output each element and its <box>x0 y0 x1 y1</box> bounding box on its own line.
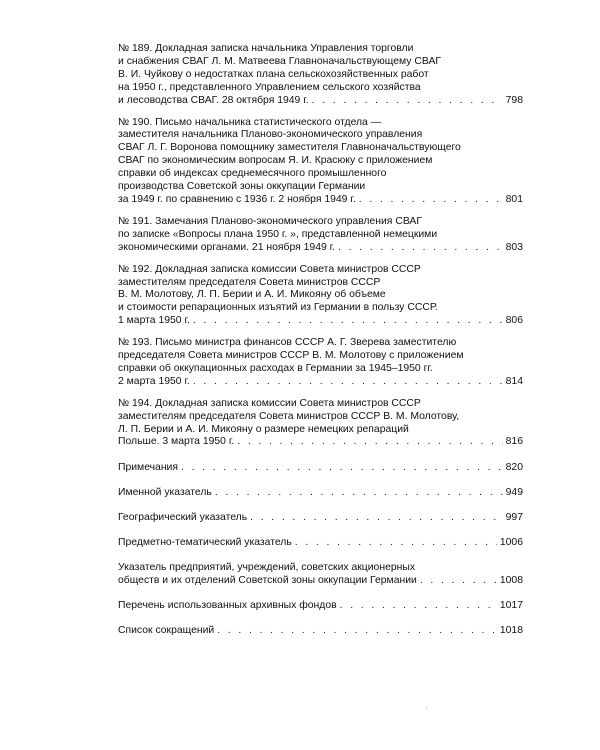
entry-title-tail: и лесоводства СВАГ. 28 октября 1949 г. <box>118 94 309 106</box>
entry-last-line <box>118 315 523 328</box>
entry-title-tail: Польше. 3 марта 1950 г. <box>118 436 235 448</box>
entry-last-line <box>118 600 523 613</box>
entry-title-tail: Примечания <box>118 462 178 474</box>
page-number: 814 <box>505 375 523 387</box>
entry-title-tail: за 1949 г. по сравнению с 1936 г. 2 ноября 1949 г. <box>118 193 356 205</box>
page-number: 820 <box>505 462 523 474</box>
entry-text-line: справки об оккупационных расходах в Германии за 1945–1950 гг. <box>118 362 433 374</box>
page-number: 806 <box>505 315 523 327</box>
entry-last-line <box>118 376 523 389</box>
entry-text-line: справки об индексах среднемесячного промышленного <box>118 168 387 180</box>
table-of-contents <box>118 43 523 650</box>
entry-title-tail: Географический указатель <box>118 512 248 524</box>
page-number: 798 <box>505 94 523 106</box>
entry-title-tail: Перечень использованных архивных фондов <box>118 599 337 611</box>
entry-last-line <box>118 537 523 550</box>
entry-text-line: № 194. Докладная записка комиссии Совета министров СССР <box>118 397 421 409</box>
toc-document-entry[interactable] <box>118 398 523 450</box>
entry-text-line: и стоимости репарационных изъятий из Германии в пользу СССР. <box>118 302 438 314</box>
entry-text-line: по записке «Вопросы плана 1950 г. », представленной немецкими <box>118 228 438 240</box>
entry-text-line: № 189. Докладная записка начальника Управления торговли <box>118 43 414 54</box>
entry-last-line <box>118 625 523 638</box>
dot-leader <box>217 625 497 638</box>
toc-section-entry[interactable] <box>118 462 523 475</box>
entry-title-tail: Именной указатель <box>118 487 212 499</box>
entry-text-line: Л. П. Берии и А. И. Микояну о размере немецких репараций <box>118 423 409 435</box>
entry-last-line <box>118 242 523 255</box>
page-number: 1006 <box>499 537 523 549</box>
page-number: 801 <box>505 193 523 205</box>
dot-leader <box>338 242 503 255</box>
entry-text-line: заместителям председателя Совета министров СССР <box>118 276 381 288</box>
toc-document-entry[interactable] <box>118 337 523 389</box>
dot-leader <box>181 462 503 475</box>
page-number: 803 <box>505 241 523 253</box>
entry-title-tail: Предметно-тематический указатель <box>118 537 292 549</box>
entry-text-line: заместителя начальника Планово-экономического управления <box>118 129 423 141</box>
entry-last-line <box>118 512 523 525</box>
page-number: 1017 <box>499 599 523 611</box>
entry-text-line: производства Советской зоны оккупации Германии <box>118 181 366 193</box>
toc-document-entry[interactable] <box>118 117 523 207</box>
entry-text-line: В. М. Молотову, Л. П. Берии и А. И. Микояну об объеме <box>118 289 386 301</box>
page-number: 949 <box>505 487 523 499</box>
dot-leader <box>340 600 497 613</box>
toc-section-entry[interactable] <box>118 537 523 550</box>
dot-leader <box>193 376 503 389</box>
scan-speck <box>426 708 427 709</box>
entry-text-line: СВАГ Л. Г. Воронова помощнику заместителя Главноначальствующего <box>118 142 461 154</box>
entry-text-line: заместителям председателя Совета министров СССР В. М. Молотову, <box>118 410 460 422</box>
dot-leader <box>237 436 502 449</box>
entry-title-tail: экономическими органами. 21 ноября 1949 г. <box>118 241 336 253</box>
dot-leader <box>215 487 503 500</box>
toc-document-entry[interactable] <box>118 264 523 329</box>
toc-document-entry[interactable] <box>118 216 523 255</box>
entry-text-line: Указатель предприятий, учреждений, советских акционерных <box>118 562 416 573</box>
toc-document-entry[interactable] <box>118 43 523 108</box>
entry-last-line <box>118 95 523 108</box>
dot-leader <box>420 575 497 588</box>
dot-leader <box>193 315 503 328</box>
entry-last-line <box>118 194 523 207</box>
toc-section-entry[interactable] <box>118 562 523 588</box>
entry-text-line: на 1950 г., представленного Управлением сельского хозяйства <box>118 81 421 93</box>
entry-last-line <box>118 575 523 588</box>
dot-leader <box>295 537 497 550</box>
entry-text-line: № 192. Докладная записка комиссии Совета министров СССР <box>118 263 421 275</box>
entry-text-line: СВАГ по экономическим вопросам Я. И. Красюку с приложением <box>118 155 433 167</box>
entry-text-line: В. И. Чуйкову о недостатках плана сельскохозяйственных работ <box>118 68 429 80</box>
toc-section-entry[interactable] <box>118 512 523 525</box>
toc-section-entry[interactable] <box>118 625 523 638</box>
toc-section-entry[interactable] <box>118 600 523 613</box>
entry-last-line <box>118 462 523 475</box>
entry-text-line: председателя Совета министров СССР В. М. Молотову с приложением <box>118 350 464 362</box>
page-number: 816 <box>505 436 523 448</box>
entry-last-line <box>118 436 523 449</box>
entry-text-line: № 191. Замечания Планово-экономического управления СВАГ <box>118 215 422 227</box>
page-number: 997 <box>505 512 523 524</box>
entry-text-line: и снабжения СВАГ Л. М. Матвеева Главноначальствующему СВАГ <box>118 55 442 67</box>
dot-leader <box>359 194 503 207</box>
entry-last-line <box>118 487 523 500</box>
entry-text-line: № 193. Письмо министра финансов СССР А. Г. Зверева заместителю <box>118 337 457 349</box>
entry-title-tail: 1 марта 1950 г. <box>118 315 190 327</box>
entry-text-line: № 190. Письмо начальника статистического отдела — <box>118 116 382 128</box>
toc-section-entry[interactable] <box>118 487 523 500</box>
page-number: 1018 <box>499 624 523 636</box>
dot-leader <box>312 95 503 108</box>
dot-leader <box>250 512 503 525</box>
page-number: 1008 <box>499 574 523 586</box>
entry-title-tail: обществ и их отделений Советской зоны оккупации Германии <box>118 574 417 586</box>
entry-title-tail: Список сокращений <box>118 624 215 636</box>
entry-title-tail: 2 марта 1950 г. <box>118 375 190 387</box>
